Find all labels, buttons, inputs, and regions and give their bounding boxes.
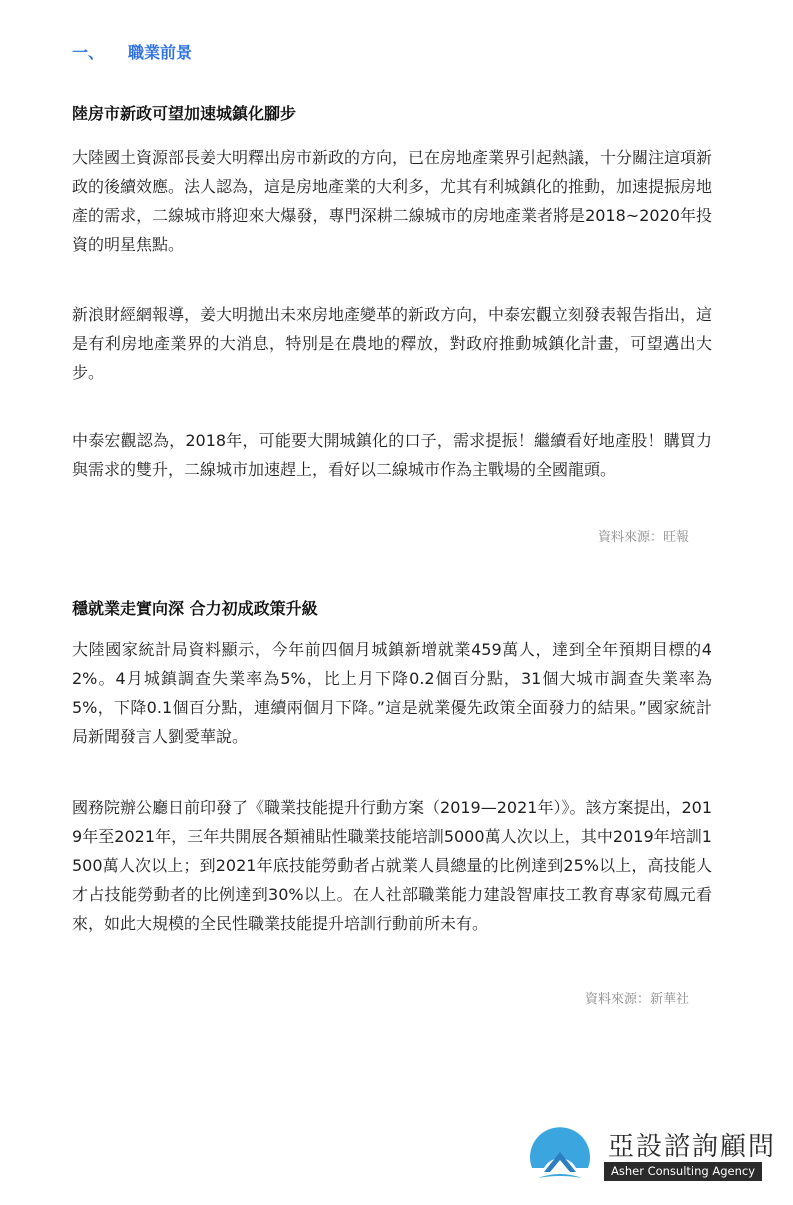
- article-2-paragraph-2: 國務院辦公廳日前印發了《職業技能提升行動方案（2019—2021年）》。該方案提出，2019年至2021年，三年共開展各類補貼性職業技能培訓5000萬人次以上，其中2019年培訓1500萬人次以上；到2021年底技能勞動者占就業人員總量的比例達到25%以上，高技能人才占技能勞動者的比例達到30%以上。在人社部職業能力建設智庫技工教育專家荀鳳元看來，如此大規模的全民性職業技能提升培訓行動前所未有。: [72, 798, 712, 933]
- article-2-source: 資料來源：新華社: [584, 992, 689, 1007]
- section-number: 一、: [72, 43, 105, 62]
- logo-mountain-icon: [524, 1116, 596, 1188]
- article-title-2: 穩就業走實向深 合力初成政策升級: [72, 599, 318, 618]
- article-1-source: 資料來源：旺報: [597, 530, 689, 545]
- article-2-paragraph-1: 大陸國家統計局資料顯示，今年前四個月城鎮新增就業459萬人，達到全年預期目標的42%。4月城鎮調查失業率為5%，比上月下降0.2個百分點，31個大城市調查失業率為5%，下降0.1個百分點，連續兩個月下降。”這是就業優先政策全面發力的結果。”國家統計局新聞發言人劉愛華說。: [72, 640, 712, 746]
- logo-name-zh: 亞設諮詢顧問: [608, 1132, 777, 1162]
- company-logo: [510, 1108, 780, 1198]
- section-heading: [72, 40, 192, 63]
- article-1-paragraph-3: 中泰宏觀認為，2018年，可能要大開城鎮化的口子，需求提振！繼續看好地產股！購買力與需求的雙升，二線城市加速趕上，看好以二線城市作為主戰場的全國龍頭。: [72, 431, 712, 479]
- article-title-1: 陸房市新政可望加速城鎮化腳步: [72, 104, 297, 123]
- section-title: 職業前景: [128, 43, 193, 62]
- article-1-paragraph-2: 新浪財經網報導，姜大明拋出未來房地產變革的新政方向，中泰宏觀立刻發表報告指出，這是有利房地產業界的大消息，特別是在農地的釋放，對政府推動城鎮化計畫，可望邁出大步。: [72, 305, 713, 382]
- logo-name-en: Asher Consulting Agency: [604, 1162, 762, 1181]
- article-1-paragraph-1: 大陸國土資源部長姜大明釋出房市新政的方向，已在房地產業界引起熱議，十分關注這項新政的後續效應。法人認為，這是房地產業的大利多，尤其有利城鎮化的推動，加速提振房地產的需求，二線城市將迎來大爆發，專門深耕二線城市的房地產業者將是2018~2020年投資的明星焦點。: [72, 148, 713, 254]
